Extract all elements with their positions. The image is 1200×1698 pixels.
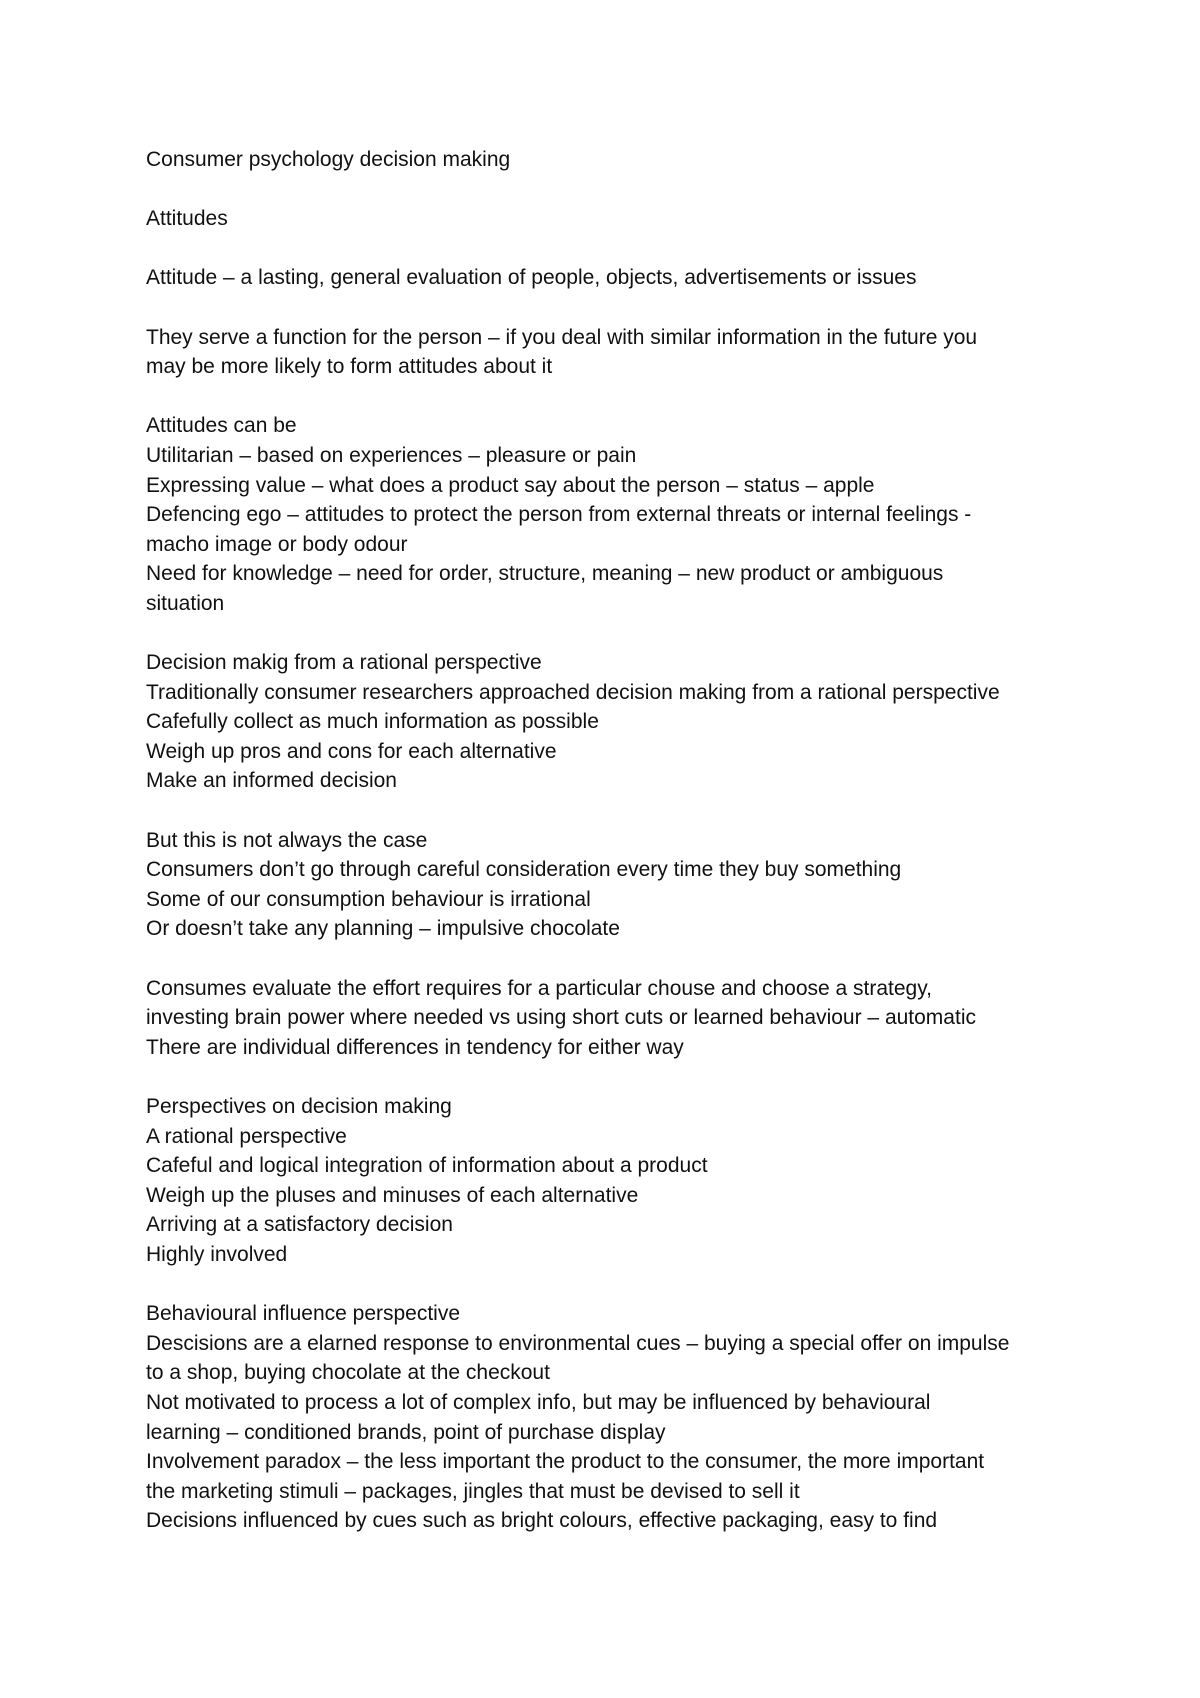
paragraph-line: learning – conditioned brands, point of purchase display xyxy=(146,1420,666,1444)
blank-line xyxy=(146,796,1076,826)
paragraph-line: Need for knowledge – need for order, structure, meaning – new product or ambiguous xyxy=(146,562,944,586)
paragraph-line: Descisions are a elarned response to environmental cues – buying a special offer on impulse xyxy=(146,1331,1010,1355)
paragraph-line: Not motivated to process a lot of complex info, but may be influenced by behavioural xyxy=(146,1390,931,1414)
paragraph-line: A rational perspective xyxy=(146,1124,347,1148)
paragraph-line: Highly involved xyxy=(146,1242,288,1266)
document-body xyxy=(146,145,1076,1536)
paragraph-line: Make an informed decision xyxy=(146,769,397,793)
blank-line xyxy=(146,1270,1076,1300)
paragraph-line: Perspectives on decision making xyxy=(146,1095,452,1118)
blank-line xyxy=(146,293,1076,323)
blank-line xyxy=(146,382,1076,412)
paragraph-line: Behavioural influence perspective xyxy=(146,1302,461,1326)
section-heading-attitudes: Attitudes xyxy=(146,207,228,231)
paragraph-line: Arriving at a satisfactory decision xyxy=(146,1213,453,1237)
blank-line xyxy=(146,234,1076,264)
paragraph-line: Involvement paradox – the less important the product to the consumer, the more important xyxy=(146,1450,985,1474)
paragraph-line: Weigh up the pluses and minuses of each alternative xyxy=(146,1183,639,1207)
paragraph-line: But this is not always the case xyxy=(146,828,428,852)
blank-line xyxy=(146,175,1076,205)
paragraph-line: to a shop, buying chocolate at the checkout xyxy=(146,1361,550,1385)
paragraph-line: Traditionally consumer researchers approached decision making from a rational perspective xyxy=(146,680,1000,704)
document-title: Consumer psychology decision making xyxy=(146,148,511,171)
paragraph-line: Cafefully collect as much information as possible xyxy=(146,710,599,734)
paragraph-line: Consumers don’t go through careful consideration every time they buy something xyxy=(146,858,902,882)
paragraph-line: Decisions influenced by cues such as bright colours, effective packaging, easy to find xyxy=(146,1509,938,1533)
paragraph-line: may be more likely to form attitudes about it xyxy=(146,355,553,379)
paragraph-line: Cafeful and logical integration of information about a product xyxy=(146,1154,708,1178)
paragraph-line: Defencing ego – attitudes to protect the person from external threats or internal feelings - xyxy=(146,503,972,527)
paragraph-line: Attitudes can be xyxy=(146,414,297,438)
paragraph-line: Weigh up pros and cons for each alternative xyxy=(146,739,557,763)
paragraph-line: They serve a function for the person – if you deal with similar information in the future you xyxy=(146,325,978,349)
paragraph-line: Decision makig from a rational perspective xyxy=(146,651,542,675)
paragraph-line: There are individual differences in tendency for either way xyxy=(146,1035,684,1059)
paragraph-line: Some of our consumption behaviour is irrational xyxy=(146,887,591,911)
paragraph-line: investing brain power where needed vs using short cuts or learned behaviour – automatic xyxy=(146,1006,976,1030)
paragraph-line: Expressing value – what does a product say about the person – status – apple xyxy=(146,473,875,497)
paragraph-line: Attitude – a lasting, general evaluation of people, objects, advertisements or issues xyxy=(146,266,917,290)
paragraph-line: situation xyxy=(146,591,225,615)
paragraph-line: Or doesn’t take any planning – impulsive chocolate xyxy=(146,917,620,941)
blank-line xyxy=(146,1062,1076,1092)
paragraph-line: Consumes evaluate the effort requires for a particular chouse and choose a strategy, xyxy=(146,976,933,1000)
paragraph-line: macho image or body odour xyxy=(146,532,408,556)
blank-line xyxy=(146,619,1076,649)
paragraph-line: the marketing stimuli – packages, jingles that must be devised to sell it xyxy=(146,1479,800,1503)
paragraph-line: Utilitarian – based on experiences – pleasure or pain xyxy=(146,443,637,467)
blank-line xyxy=(146,944,1076,974)
